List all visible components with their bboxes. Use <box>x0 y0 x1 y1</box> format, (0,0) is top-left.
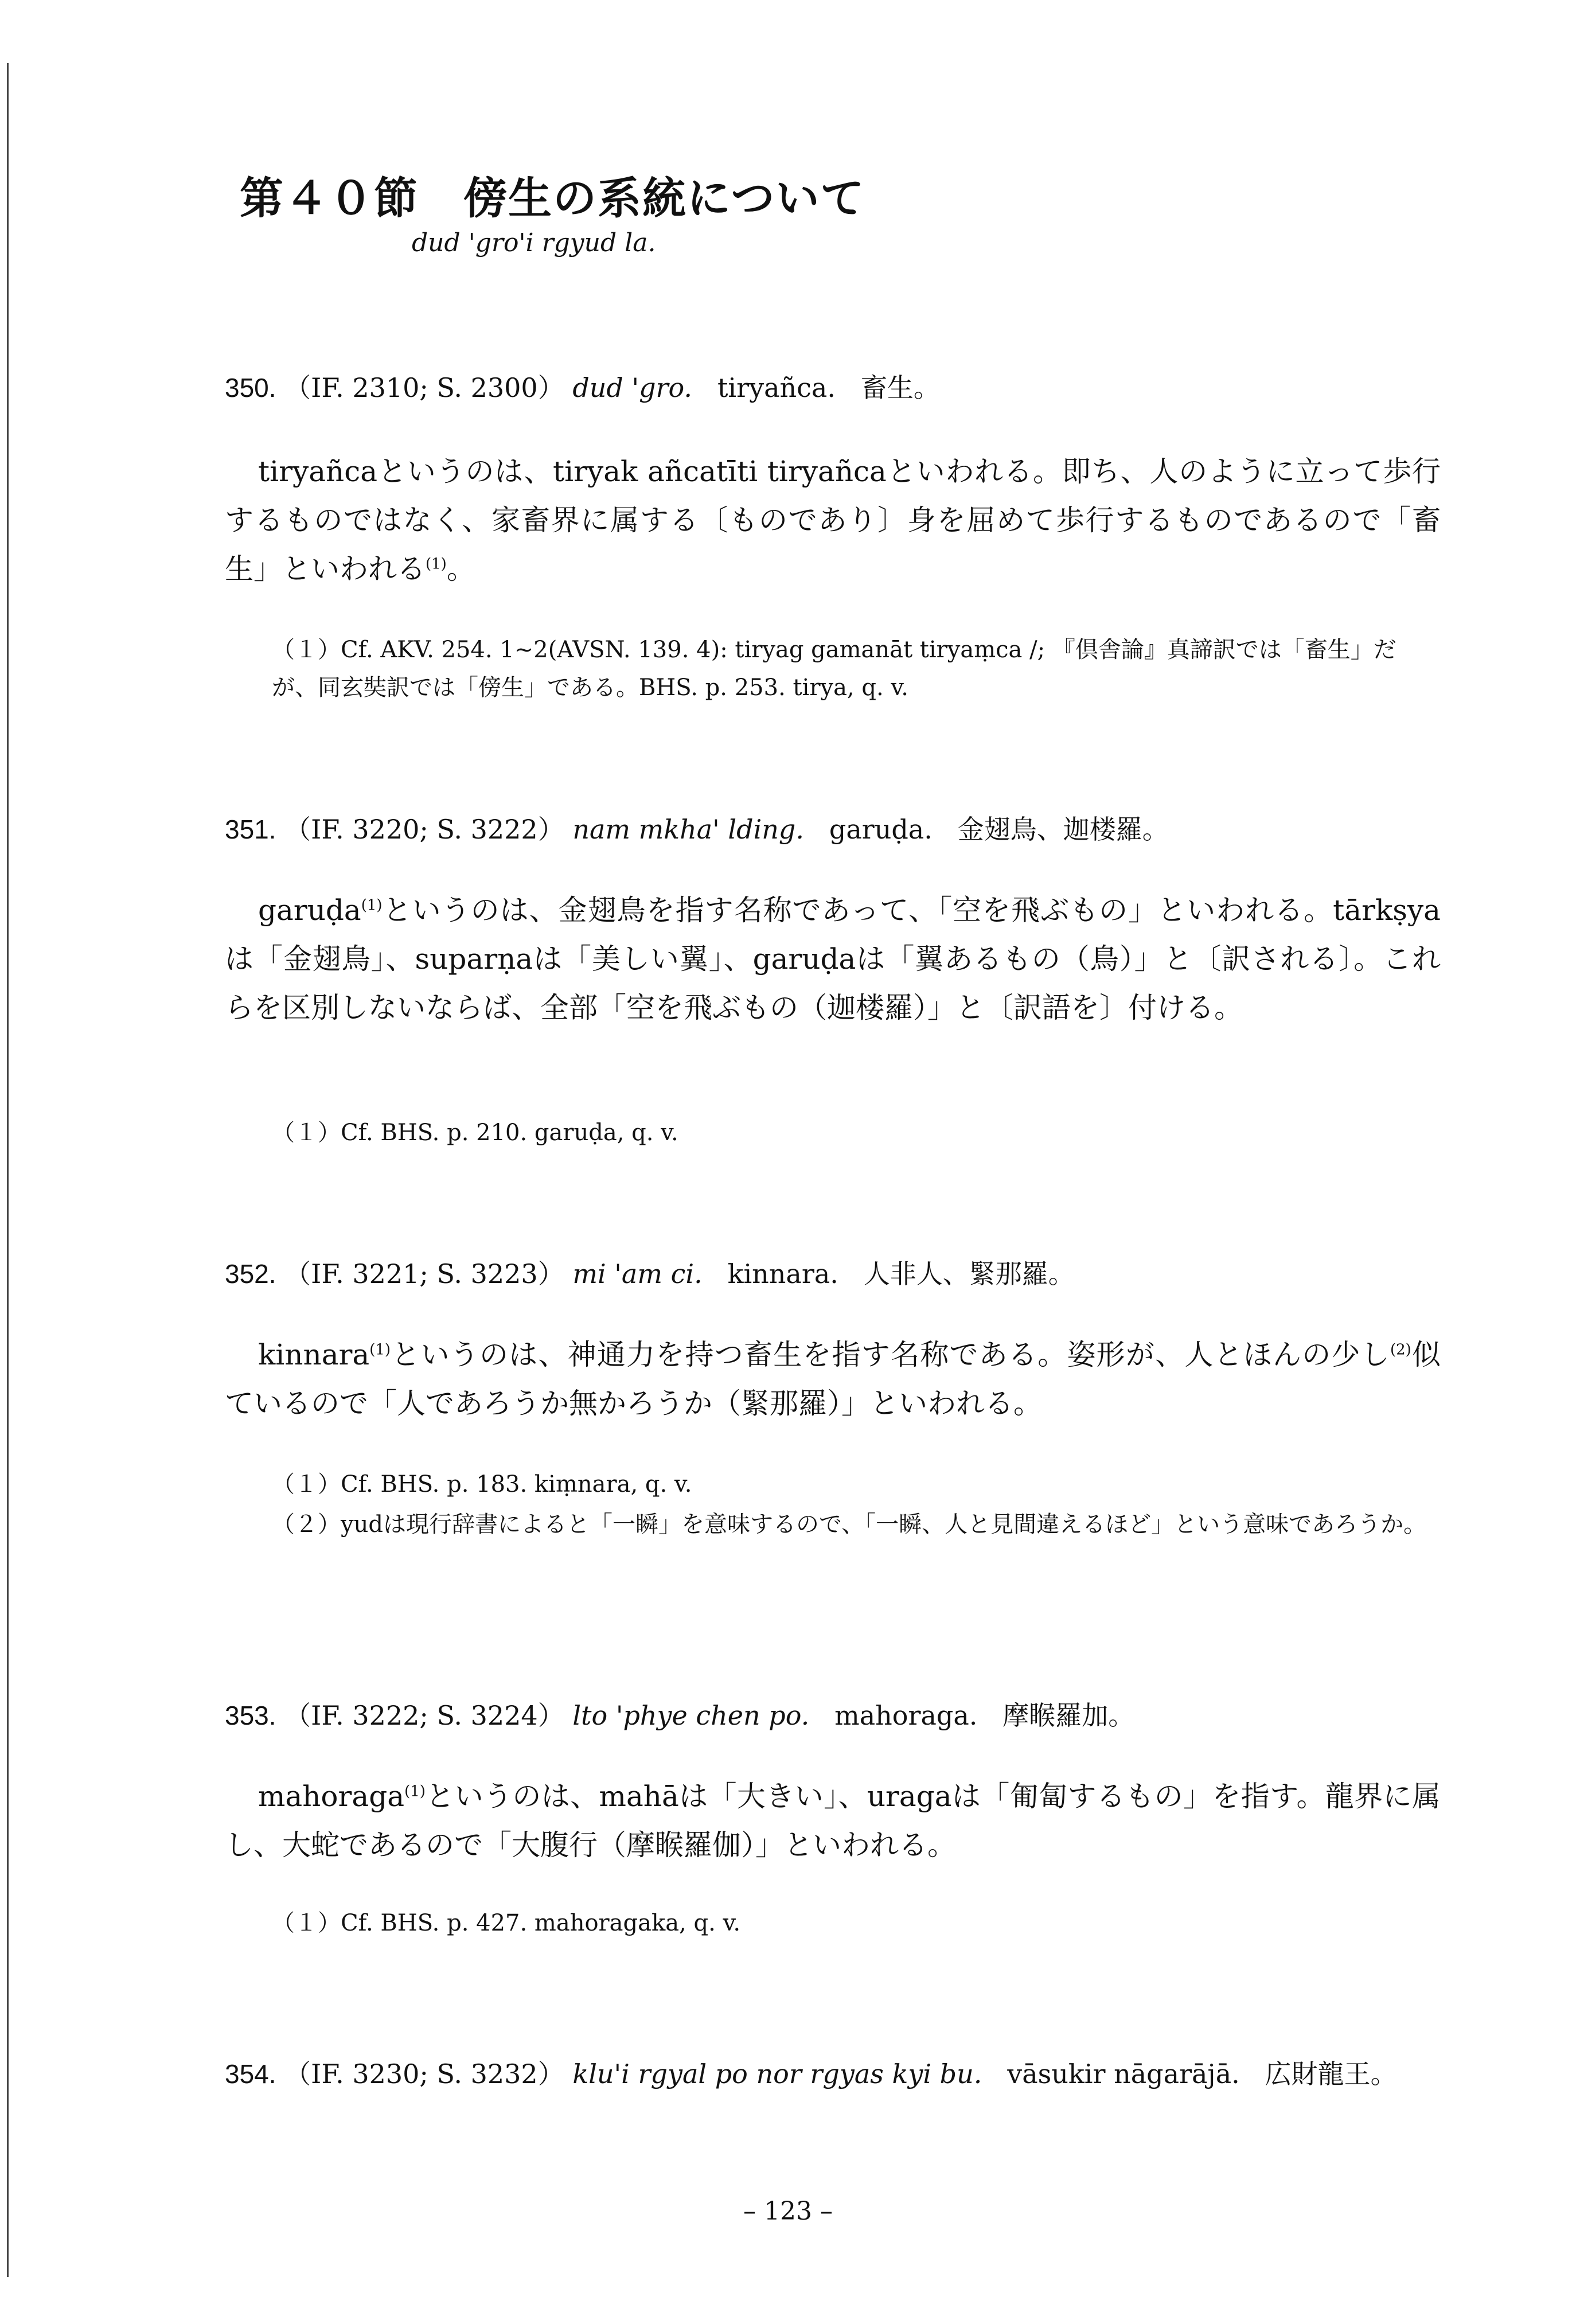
entry-ref: （IF. 3222; S. 3224） <box>284 1700 564 1731</box>
page-number: – 123 – <box>743 2197 833 2226</box>
entry-chinese: 摩睺羅加。 <box>1002 1700 1135 1731</box>
footnote-text: Cf. BHS. p. 183. kiṃnara, q. v. <box>341 1471 692 1498</box>
footnote-label: （１） <box>272 1471 341 1498</box>
entry-tibetan: dud 'gro. <box>572 372 693 403</box>
chapter-subtitle: dud 'gro'i rgyud la. <box>412 228 656 258</box>
body-text: というのは、金翅鳥を指す名称であって、「空を飛ぶもの」といわれる。tārkṣyaは「金翅鳥」、suparṇaは「美しい翼」、garuḍaは「翼あるもの（鳥）」と〔訳される〕。これらを区別しないならば、全部「空を飛ぶもの（迦楼羅）」と〔訳語を〕付ける。 <box>225 894 1441 1024</box>
entry-body-351: garuḍa$^{(1)}$というのは、金翅鳥を指す名称であって、「空を飛ぶもの」といわれる。tārkṣyaは「金翅鳥」、suparṇaは「美しい翼」、garuḍaは「翼あるもの（鳥）」と〔訳される〕。これらを区別しないならば、全部「空を飛ぶもの（迦楼羅）」と〔訳語を〕付ける。 <box>225 894 1441 1024</box>
entry-heading-353 <box>225 1695 1134 1733</box>
footnote-350-1 <box>272 631 1442 707</box>
footnote-label: （１） <box>272 1120 341 1146</box>
entry-heading-350 <box>225 367 940 405</box>
entry-sanskrit: kinnara. <box>727 1258 838 1289</box>
entry-tibetan: nam mkha' lding. <box>572 814 804 845</box>
footnote-label: （１） <box>272 1910 341 1936</box>
chapter-title: 第４０節 傍生の系統について <box>240 173 865 224</box>
entry-tibetan: lto 'phye chen po. <box>572 1700 810 1731</box>
entry-body-350: tiryañcaというのは、tiryak añcatīti tiryañcaといわれる。即ち、人のように立って歩行するものではなく、家畜界に属する〔ものであり〕身を屈めて歩行するものであるので「畜生」といわれる$^{(1)}$。 <box>225 455 1441 586</box>
footnote-label: （１） <box>272 637 341 663</box>
entry-sanskrit: mahoraga. <box>834 1700 978 1731</box>
footnote-text: Cf. BHS. p. 427. mahoragaka, q. v. <box>341 1910 741 1936</box>
body-text-2: 似ているので「人であろうか無かろうか（緊那羅）」といわれる。 <box>225 1338 1441 1420</box>
entry-sanskrit: vāsukir nāgarājā. <box>1007 2058 1240 2089</box>
footnote-text: Cf. BHS. p. 210. garuḍa, q. v. <box>341 1120 678 1146</box>
footnote-marker-2: (2) <box>1390 1341 1411 1359</box>
entry-ref: （IF. 3220; S. 3222） <box>284 814 564 845</box>
entry-heading-354 <box>225 2053 1397 2091</box>
entry-ref: （IF. 3230; S. 3232） <box>284 2058 564 2089</box>
footnote-marker: (1) <box>361 896 383 914</box>
entry-number: 351. <box>225 814 276 844</box>
entry-number: 352. <box>225 1259 276 1289</box>
entry-chinese: 広財龍王。 <box>1265 2058 1397 2089</box>
footnote-marker: (1) <box>369 1341 391 1359</box>
entry-chinese: 金翅鳥、迦楼羅。 <box>957 814 1169 845</box>
footnote-351-1 <box>272 1114 1442 1152</box>
footnote-352-2 <box>272 1506 1442 1543</box>
entry-number: 353. <box>225 1701 276 1730</box>
entry-ref: （IF. 3221; S. 3223） <box>284 1258 564 1289</box>
entry-tibetan: mi 'am ci. <box>572 1258 703 1289</box>
entry-heading-351 <box>225 809 1169 847</box>
footnote-text: Cf. AKV. 254. 1~2(AVSN. 139. 4): tiryag gamanāt tiryaṃca /; 『倶舎論』真諦訳では「畜生」だが、同玄奘訳では「傍生」である。BHS. p. 253. tirya, q. v. <box>272 637 1396 701</box>
body-text: というのは、神通力を持つ畜生を指す名称である。姿形が、人とほんの少し <box>391 1338 1390 1371</box>
footnote-marker: (1) <box>404 1783 426 1800</box>
footnote-marker: (1) <box>426 555 447 573</box>
entry-body-353: mahoraga$^{(1)}$というのは、mahāは「大きい」、uragaは「匍匐するもの」を指す。龍界に属し、大蛇であるので「大腹行（摩睺羅伽）」といわれる。 <box>225 1780 1441 1862</box>
entry-sanskrit: tiryañca. <box>717 372 836 403</box>
entry-body-352: kinnara$^{(1)}$というのは、神通力を持つ畜生を指す名称である。姿形が、人とほんの少し$^{(2)}$似ているので「人であろうか無かろうか（緊那羅）」といわれる。 <box>225 1338 1441 1420</box>
footnote-label: （２） <box>272 1511 341 1538</box>
body-text: tiryañcaというのは、tiryak añcatīti tiryañcaといわれる。即ち、人のように立って歩行するものではなく、家畜界に属する〔ものであり〕身を屈めて歩行するものであるので「畜生」といわれる <box>225 455 1441 586</box>
entry-sanskrit: garuḍa. <box>829 814 933 845</box>
entry-number: 350. <box>225 373 276 403</box>
footnote-352-1 <box>272 1465 1442 1503</box>
entry-tibetan: klu'i rgyal po nor rgyas kyi bu. <box>572 2058 982 2089</box>
footnote-353-1 <box>272 1904 1442 1942</box>
entry-heading-352 <box>225 1253 1075 1291</box>
entry-chinese: 畜生。 <box>860 372 940 403</box>
entry-ref: （IF. 2310; S. 2300） <box>284 372 564 403</box>
entry-number: 354. <box>225 2059 276 2089</box>
body-text: というのは、mahāは「大きい」、uragaは「匍匐するもの」を指す。龍界に属し、大蛇であるので「大腹行（摩睺羅伽）」といわれる。 <box>225 1780 1441 1862</box>
footnote-text: yudは現行辞書によると「一瞬」を意味するので、「一瞬、人と見間違えるほど」という意味であろうか。 <box>341 1511 1427 1538</box>
entry-chinese: 人非人、緊那羅。 <box>863 1258 1075 1289</box>
